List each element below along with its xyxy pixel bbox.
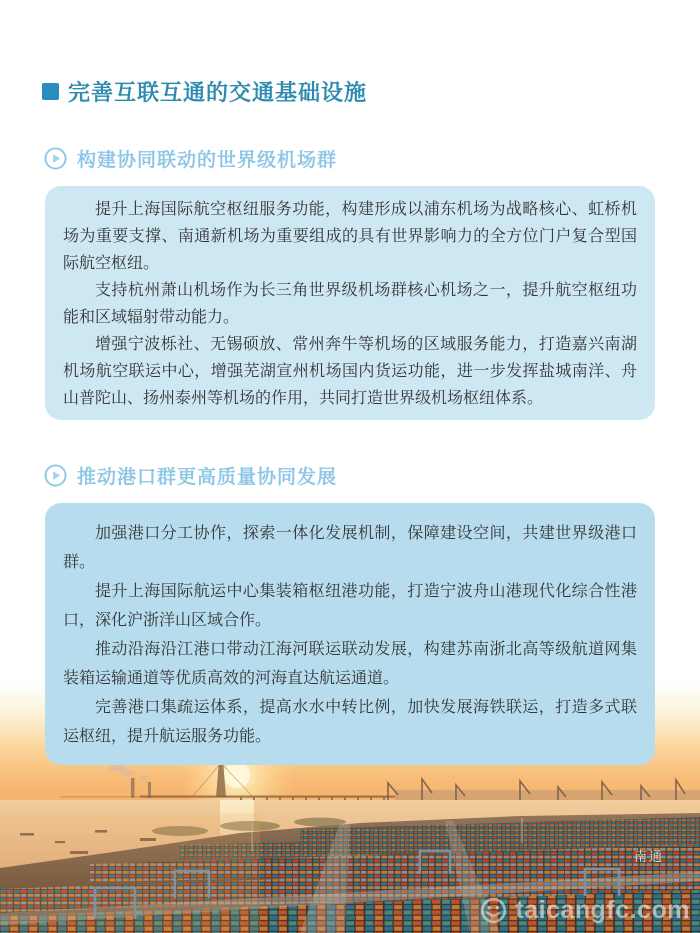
paragraph: 提升上海国际航运中心集装箱枢纽港功能，打造宁波舟山港现代化综合性港口，深化沪浙洋山区域合作。: [63, 583, 637, 629]
paragraph: 提升上海国际航空枢纽服务功能，构建形成以浦东机场为战略核心、虹桥机场为重要支撑、南通新机场为重要组成的具有世界影响力的全方位门户复合型国际航空枢纽。: [63, 201, 637, 272]
section-heading: 构建协同联动的世界级机场群: [77, 150, 338, 171]
smiley-icon: [480, 897, 507, 924]
paragraph: 支持杭州萧山机场作为长三角世界级机场群核心机场之一，提升航空枢纽功能和区域辐射带动能力。: [63, 282, 637, 326]
paragraph: 推动沿海沿江港口带动江海河联运联动发展，构建苏南浙北高等级航道网集装箱运输通道等优质高效的河海直达航运通道。: [63, 641, 637, 687]
page-title: 完善互联互通的交通基础设施: [68, 80, 368, 105]
watermark: [480, 896, 690, 925]
section-heading: 推动港口群更高质量协同发展: [77, 467, 338, 488]
section-body-ports: [45, 503, 655, 765]
page-title-row: [42, 76, 367, 107]
play-circle-icon: [44, 147, 67, 170]
section-header-airports: [44, 145, 337, 172]
paragraph: 增强宁波栎社、无锡硕放、常州奔牛等机场的区域服务能力，打造嘉兴南湖机场航空联运中心，增强芜湖宣州机场国内货运功能，进一步发挥盐城南洋、舟山普陀山、扬州泰州等机场的作用，共同打造世界级机场枢纽体系。: [63, 336, 637, 407]
play-circle-icon: [44, 464, 67, 487]
photo-location-label: 南通: [633, 849, 664, 864]
paragraph: 完善港口集疏运体系，提高水水中转比例，加快发展海铁联运，打造多式联运枢纽，提升航运服务功能。: [63, 699, 637, 745]
section-header-ports: [44, 462, 337, 489]
section-body-airports: [45, 186, 655, 420]
paragraph: 加强港口分工协作，探索一体化发展机制，保障建设空间，共建世界级港口群。: [63, 525, 637, 571]
watermark-text: taicangfc.com: [515, 896, 690, 924]
title-bullet-square-icon: [42, 83, 59, 100]
